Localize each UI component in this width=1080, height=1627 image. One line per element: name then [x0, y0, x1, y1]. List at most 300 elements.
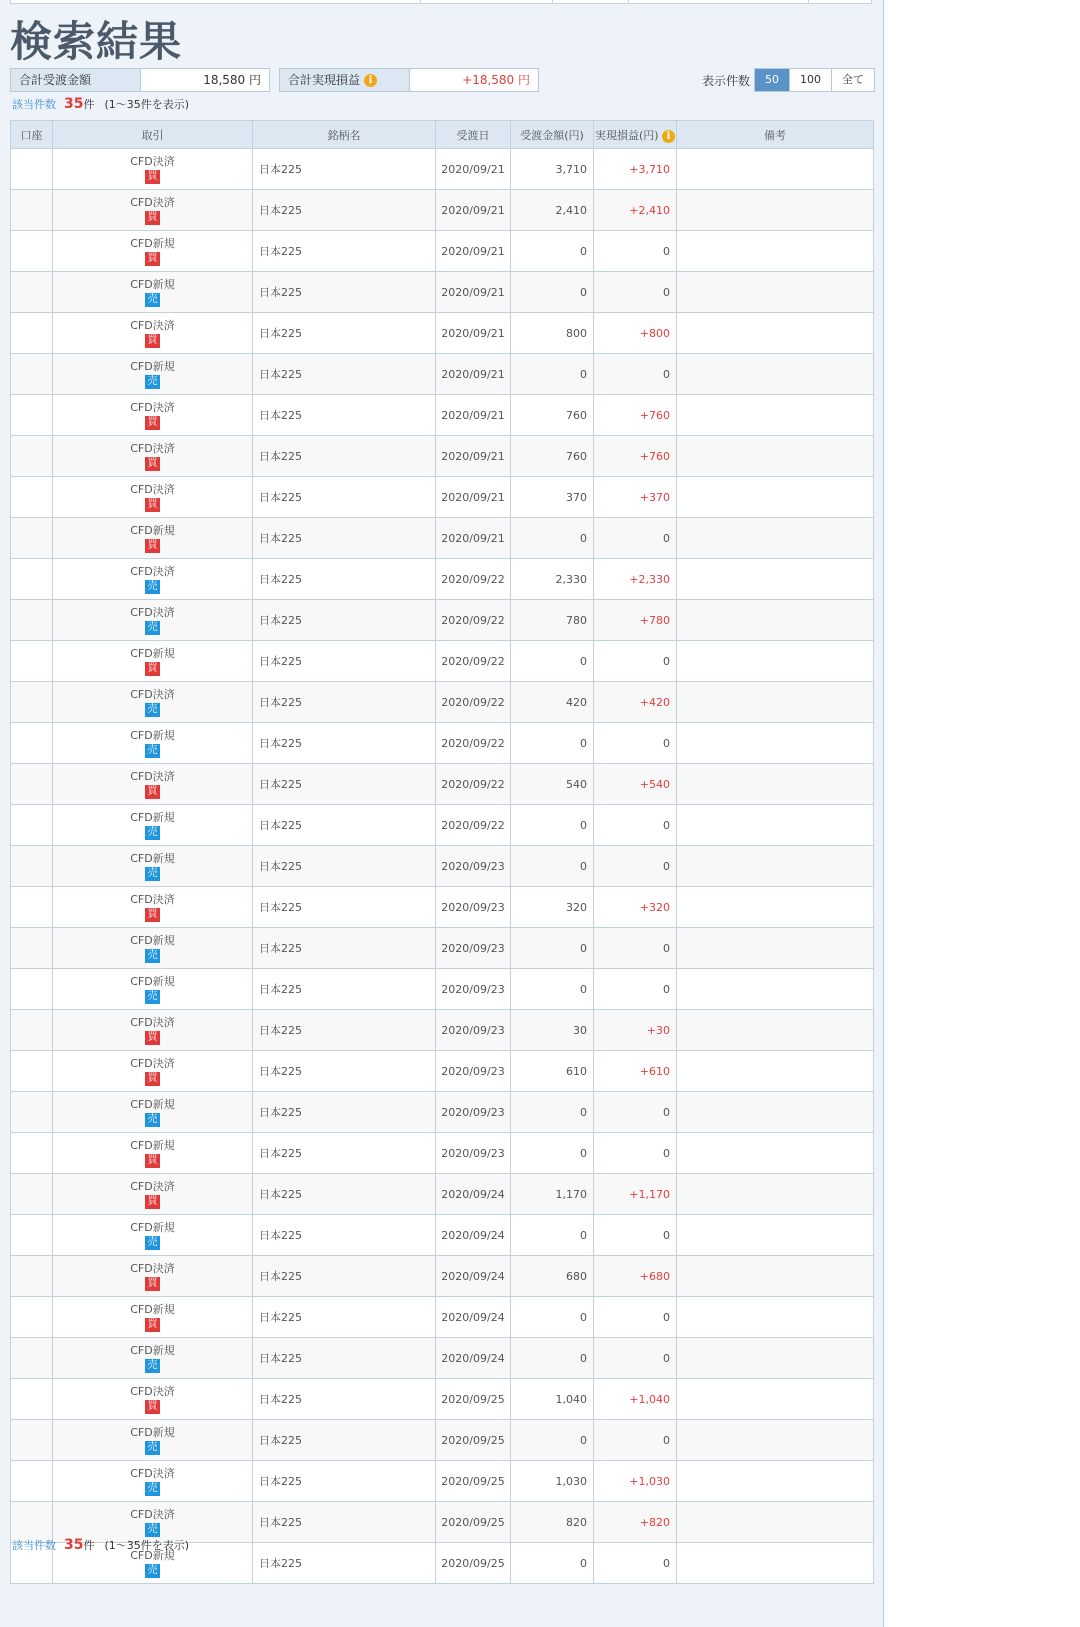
cell-amount: 540 [511, 764, 594, 805]
trade-type: CFD新規 [130, 1425, 175, 1439]
side-badge: 売 [145, 580, 160, 594]
cell-amount: 0 [511, 354, 594, 395]
cell-account [11, 436, 53, 477]
side-badge: 売 [145, 1441, 160, 1455]
table-row [11, 1051, 874, 1092]
cell-account [11, 641, 53, 682]
cell-symbol: 日本225 [253, 969, 436, 1010]
cell-pl: +370 [594, 477, 677, 518]
cell-trade [53, 805, 253, 846]
cell-account [11, 887, 53, 928]
cell-symbol: 日本225 [253, 354, 436, 395]
cell-trade [53, 1010, 253, 1051]
cell-date: 2020/09/22 [436, 641, 511, 682]
cell-note [677, 354, 874, 395]
cell-pl: +1,030 [594, 1461, 677, 1502]
cell-trade [53, 231, 253, 272]
cell-amount: 1,030 [511, 1461, 594, 1502]
cell-trade [53, 641, 253, 682]
cell-account [11, 928, 53, 969]
cell-account [11, 1174, 53, 1215]
cell-date: 2020/09/23 [436, 1051, 511, 1092]
cell-note [677, 272, 874, 313]
side-badge: 買 [145, 1154, 160, 1168]
cell-symbol: 日本225 [253, 149, 436, 190]
cell-symbol: 日本225 [253, 1420, 436, 1461]
trade-type: CFD新規 [130, 810, 175, 824]
cell-account [11, 1010, 53, 1051]
cell-amount: 0 [511, 231, 594, 272]
side-badge: 買 [145, 539, 160, 553]
cell-trade [53, 1297, 253, 1338]
side-badge: 買 [145, 211, 160, 225]
cell-date: 2020/09/25 [436, 1461, 511, 1502]
cell-symbol: 日本225 [253, 805, 436, 846]
trade-type: CFD新規 [130, 851, 175, 865]
side-badge: 買 [145, 1400, 160, 1414]
cell-date: 2020/09/22 [436, 723, 511, 764]
cell-trade [53, 1133, 253, 1174]
table-row [11, 723, 874, 764]
cell-symbol: 日本225 [253, 887, 436, 928]
table-row [11, 518, 874, 559]
cell-trade [53, 354, 253, 395]
trade-type: CFD新規 [130, 1138, 175, 1152]
side-badge: 売 [145, 293, 160, 307]
cell-symbol: 日本225 [253, 1379, 436, 1420]
previous-table-bottom-edge [10, 0, 872, 4]
cell-amount: 610 [511, 1051, 594, 1092]
trade-type: CFD決済 [130, 1261, 175, 1275]
cell-symbol: 日本225 [253, 1256, 436, 1297]
cell-symbol: 日本225 [253, 682, 436, 723]
trade-type: CFD新規 [130, 1220, 175, 1234]
result-count-unit: 件 [83, 98, 95, 111]
table-row [11, 190, 874, 231]
cell-date: 2020/09/23 [436, 1092, 511, 1133]
cell-trade [53, 887, 253, 928]
cell-note [677, 436, 874, 477]
cell-symbol: 日本225 [253, 395, 436, 436]
trade-type: CFD決済 [130, 1179, 175, 1193]
cell-pl: 0 [594, 846, 677, 887]
cell-trade [53, 436, 253, 477]
side-badge: 売 [145, 1523, 160, 1537]
cell-pl: 0 [594, 518, 677, 559]
cell-account [11, 313, 53, 354]
cell-account [11, 764, 53, 805]
trade-type: CFD決済 [130, 564, 175, 578]
cell-date: 2020/09/21 [436, 149, 511, 190]
cell-amount: 820 [511, 1502, 594, 1543]
side-badge: 買 [145, 908, 160, 922]
cell-symbol: 日本225 [253, 764, 436, 805]
table-row [11, 641, 874, 682]
table-row [11, 1338, 874, 1379]
cell-note [677, 1051, 874, 1092]
cell-amount: 0 [511, 969, 594, 1010]
cell-amount: 0 [511, 846, 594, 887]
cell-symbol: 日本225 [253, 1010, 436, 1051]
cell-amount: 680 [511, 1256, 594, 1297]
cell-pl: 0 [594, 272, 677, 313]
cell-account [11, 354, 53, 395]
cell-date: 2020/09/23 [436, 969, 511, 1010]
cell-date: 2020/09/23 [436, 846, 511, 887]
side-badge: 売 [145, 703, 160, 717]
table-row [11, 928, 874, 969]
cell-pl: 0 [594, 1133, 677, 1174]
cell-account [11, 1297, 53, 1338]
cell-symbol: 日本225 [253, 1051, 436, 1092]
cell-symbol: 日本225 [253, 313, 436, 354]
cell-amount: 30 [511, 1010, 594, 1051]
side-badge: 買 [145, 662, 160, 676]
side-badge: 買 [145, 1277, 160, 1291]
display-count-option-100[interactable]: 100 [790, 69, 832, 91]
cell-symbol: 日本225 [253, 641, 436, 682]
cell-trade [53, 1338, 253, 1379]
cell-account [11, 231, 53, 272]
cell-symbol: 日本225 [253, 600, 436, 641]
side-badge: 売 [145, 826, 160, 840]
cell-date: 2020/09/23 [436, 887, 511, 928]
trade-type: CFD決済 [130, 195, 175, 209]
cell-note [677, 477, 874, 518]
cell-account [11, 190, 53, 231]
cell-note [677, 846, 874, 887]
cell-note [677, 1256, 874, 1297]
cell-date: 2020/09/23 [436, 928, 511, 969]
table-row [11, 477, 874, 518]
cell-account [11, 1420, 53, 1461]
cell-symbol: 日本225 [253, 1338, 436, 1379]
cell-note [677, 600, 874, 641]
cell-pl: 0 [594, 1092, 677, 1133]
cell-pl: +2,410 [594, 190, 677, 231]
cell-account [11, 149, 53, 190]
cell-note [677, 1215, 874, 1256]
cell-symbol: 日本225 [253, 231, 436, 272]
cell-account [11, 682, 53, 723]
cell-amount: 0 [511, 518, 594, 559]
info-icon[interactable]: i [364, 74, 377, 87]
cell-account [11, 559, 53, 600]
side-badge: 買 [145, 498, 160, 512]
cell-trade [53, 723, 253, 764]
cell-symbol: 日本225 [253, 1502, 436, 1543]
cell-note [677, 1092, 874, 1133]
cell-symbol: 日本225 [253, 1133, 436, 1174]
table-row [11, 231, 874, 272]
cell-symbol: 日本225 [253, 1174, 436, 1215]
cell-date: 2020/09/23 [436, 1010, 511, 1051]
cell-trade [53, 1256, 253, 1297]
total-pl-summary [279, 68, 539, 92]
cell-note [677, 313, 874, 354]
cell-date: 2020/09/22 [436, 600, 511, 641]
table-row [11, 272, 874, 313]
cell-trade [53, 969, 253, 1010]
cell-account [11, 477, 53, 518]
trade-type: CFD決済 [130, 441, 175, 455]
cell-date: 2020/09/21 [436, 231, 511, 272]
display-count-option-50[interactable]: 50 [755, 69, 790, 91]
header-account: 口座 [11, 121, 53, 149]
table-row [11, 1256, 874, 1297]
display-count-selector [702, 68, 875, 92]
trade-type: CFD決済 [130, 1507, 175, 1521]
cell-pl: +680 [594, 1256, 677, 1297]
cell-note [677, 764, 874, 805]
table-row [11, 436, 874, 477]
cell-note [677, 149, 874, 190]
total-pl-label: 合計実現損益 i [280, 69, 410, 91]
side-badge: 売 [145, 621, 160, 635]
cell-note [677, 969, 874, 1010]
table-row [11, 805, 874, 846]
result-count-range: (1～35件を表示) [104, 1539, 190, 1552]
cell-amount: 370 [511, 477, 594, 518]
display-count-label: 表示件数 [701, 73, 750, 88]
cell-pl: +760 [594, 436, 677, 477]
cell-account [11, 1051, 53, 1092]
trade-type: CFD新規 [130, 728, 175, 742]
table-row [11, 559, 874, 600]
cell-account [11, 1338, 53, 1379]
side-badge: 買 [145, 785, 160, 799]
cell-pl: +540 [594, 764, 677, 805]
display-count-option-all[interactable]: 全て [842, 73, 864, 86]
cell-trade [53, 1461, 253, 1502]
cell-trade [53, 1379, 253, 1420]
cell-date: 2020/09/21 [436, 354, 511, 395]
side-badge: 売 [145, 1113, 160, 1127]
trade-type: CFD新規 [130, 974, 175, 988]
cell-note [677, 1010, 874, 1051]
cell-date: 2020/09/21 [436, 477, 511, 518]
trade-type: CFD決済 [130, 1466, 175, 1480]
result-count-range: (1～35件を表示) [104, 98, 190, 111]
table-row [11, 1174, 874, 1215]
cell-note [677, 928, 874, 969]
cell-amount: 0 [511, 1543, 594, 1584]
cell-account [11, 846, 53, 887]
cell-pl: +1,170 [594, 1174, 677, 1215]
cell-trade [53, 682, 253, 723]
cell-date: 2020/09/23 [436, 1133, 511, 1174]
cell-date: 2020/09/21 [436, 190, 511, 231]
cell-account [11, 1215, 53, 1256]
cell-pl: 0 [594, 928, 677, 969]
trade-type: CFD新規 [130, 359, 175, 373]
cell-pl: +1,040 [594, 1379, 677, 1420]
cell-amount: 0 [511, 641, 594, 682]
cell-trade [53, 1420, 253, 1461]
cell-date: 2020/09/24 [436, 1174, 511, 1215]
side-badge: 買 [145, 416, 160, 430]
cell-pl: +760 [594, 395, 677, 436]
cell-amount: 1,170 [511, 1174, 594, 1215]
cell-symbol: 日本225 [253, 190, 436, 231]
trade-type: CFD決済 [130, 605, 175, 619]
table-row [11, 1133, 874, 1174]
total-transfer-value: 18,580 円 [203, 73, 261, 87]
cell-note [677, 1338, 874, 1379]
header-symbol: 銘柄名 [253, 121, 436, 149]
cell-date: 2020/09/22 [436, 805, 511, 846]
cell-note [677, 518, 874, 559]
cell-trade [53, 1051, 253, 1092]
cell-pl: 0 [594, 723, 677, 764]
cell-pl: 0 [594, 354, 677, 395]
table-row [11, 313, 874, 354]
cell-symbol: 日本225 [253, 436, 436, 477]
cell-trade [53, 395, 253, 436]
cell-date: 2020/09/24 [436, 1215, 511, 1256]
trade-type: CFD新規 [130, 236, 175, 250]
trade-type: CFD新規 [130, 277, 175, 291]
cell-account [11, 1379, 53, 1420]
side-badge: 買 [145, 457, 160, 471]
cell-pl: +2,330 [594, 559, 677, 600]
side-badge: 売 [145, 375, 160, 389]
cell-trade [53, 600, 253, 641]
trade-type: CFD決済 [130, 318, 175, 332]
side-badge: 売 [145, 990, 160, 1004]
cell-trade [53, 764, 253, 805]
cell-note [677, 805, 874, 846]
trade-type: CFD決済 [130, 1015, 175, 1029]
cell-pl: 0 [594, 1297, 677, 1338]
cell-trade [53, 149, 253, 190]
header-amount: 受渡金額(円) [511, 121, 594, 149]
header-trade: 取引 [53, 121, 253, 149]
cell-pl: +780 [594, 600, 677, 641]
cell-date: 2020/09/25 [436, 1502, 511, 1543]
cell-note [677, 1502, 874, 1543]
cell-symbol: 日本225 [253, 1543, 436, 1584]
cell-date: 2020/09/21 [436, 518, 511, 559]
cell-note [677, 231, 874, 272]
cell-pl: +820 [594, 1502, 677, 1543]
side-badge: 買 [145, 170, 160, 184]
cell-date: 2020/09/22 [436, 559, 511, 600]
side-badge: 売 [145, 949, 160, 963]
cell-date: 2020/09/22 [436, 764, 511, 805]
cell-amount: 1,040 [511, 1379, 594, 1420]
cell-note [677, 1297, 874, 1338]
cell-account [11, 272, 53, 313]
result-count-label: 該当件数 [12, 1539, 56, 1552]
cell-note [677, 190, 874, 231]
cell-account [11, 723, 53, 764]
cell-amount: 320 [511, 887, 594, 928]
trade-type: CFD決済 [130, 687, 175, 701]
cell-trade [53, 518, 253, 559]
result-count-number: 35 [64, 1537, 84, 1553]
cell-note [677, 1379, 874, 1420]
cell-amount: 780 [511, 600, 594, 641]
cell-symbol: 日本225 [253, 1297, 436, 1338]
side-badge: 買 [145, 334, 160, 348]
trade-type: CFD新規 [130, 1343, 175, 1357]
cell-pl: +320 [594, 887, 677, 928]
side-badge: 買 [145, 1031, 160, 1045]
cell-amount: 0 [511, 1338, 594, 1379]
cell-pl: 0 [594, 231, 677, 272]
trade-type: CFD新規 [130, 933, 175, 947]
cell-note [677, 1543, 874, 1584]
cell-trade [53, 559, 253, 600]
cell-account [11, 969, 53, 1010]
cell-amount: 800 [511, 313, 594, 354]
cell-note [677, 1133, 874, 1174]
cell-symbol: 日本225 [253, 477, 436, 518]
cell-pl: 0 [594, 1338, 677, 1379]
display-count-options [754, 68, 875, 92]
trade-type: CFD決済 [130, 154, 175, 168]
trade-type: CFD新規 [130, 646, 175, 660]
cell-date: 2020/09/24 [436, 1338, 511, 1379]
cell-pl: 0 [594, 969, 677, 1010]
cell-amount: 0 [511, 272, 594, 313]
cell-note [677, 887, 874, 928]
table-header-row [11, 121, 874, 149]
side-badge: 買 [145, 252, 160, 266]
cell-amount: 2,330 [511, 559, 594, 600]
cell-pl: +3,710 [594, 149, 677, 190]
cell-symbol: 日本225 [253, 846, 436, 887]
cell-trade [53, 1215, 253, 1256]
cell-note [677, 1461, 874, 1502]
cell-pl: +800 [594, 313, 677, 354]
cell-amount: 0 [511, 1215, 594, 1256]
table-row [11, 600, 874, 641]
total-transfer-summary [10, 68, 270, 92]
side-badge: 売 [145, 1359, 160, 1373]
results-table [10, 120, 874, 1584]
cell-account [11, 1461, 53, 1502]
total-transfer-label: 合計受渡金額 [11, 69, 141, 91]
table-row [11, 1215, 874, 1256]
table-row [11, 1010, 874, 1051]
result-count-top [12, 96, 189, 112]
cell-pl: 0 [594, 1420, 677, 1461]
cell-symbol: 日本225 [253, 1092, 436, 1133]
cell-note [677, 395, 874, 436]
side-badge: 買 [145, 1318, 160, 1332]
trade-type: CFD新規 [130, 523, 175, 537]
table-row [11, 149, 874, 190]
cell-pl: +30 [594, 1010, 677, 1051]
cell-amount: 0 [511, 1297, 594, 1338]
cell-symbol: 日本225 [253, 272, 436, 313]
cell-symbol: 日本225 [253, 928, 436, 969]
side-badge: 売 [145, 744, 160, 758]
cell-date: 2020/09/21 [436, 395, 511, 436]
cell-symbol: 日本225 [253, 559, 436, 600]
info-icon[interactable]: i [662, 130, 675, 143]
header-note: 備考 [677, 121, 874, 149]
cell-account [11, 1092, 53, 1133]
trade-type: CFD新規 [130, 1548, 175, 1562]
cell-account [11, 600, 53, 641]
cell-amount: 0 [511, 1420, 594, 1461]
cell-trade [53, 190, 253, 231]
side-badge: 買 [145, 1072, 160, 1086]
cell-date: 2020/09/24 [436, 1297, 511, 1338]
